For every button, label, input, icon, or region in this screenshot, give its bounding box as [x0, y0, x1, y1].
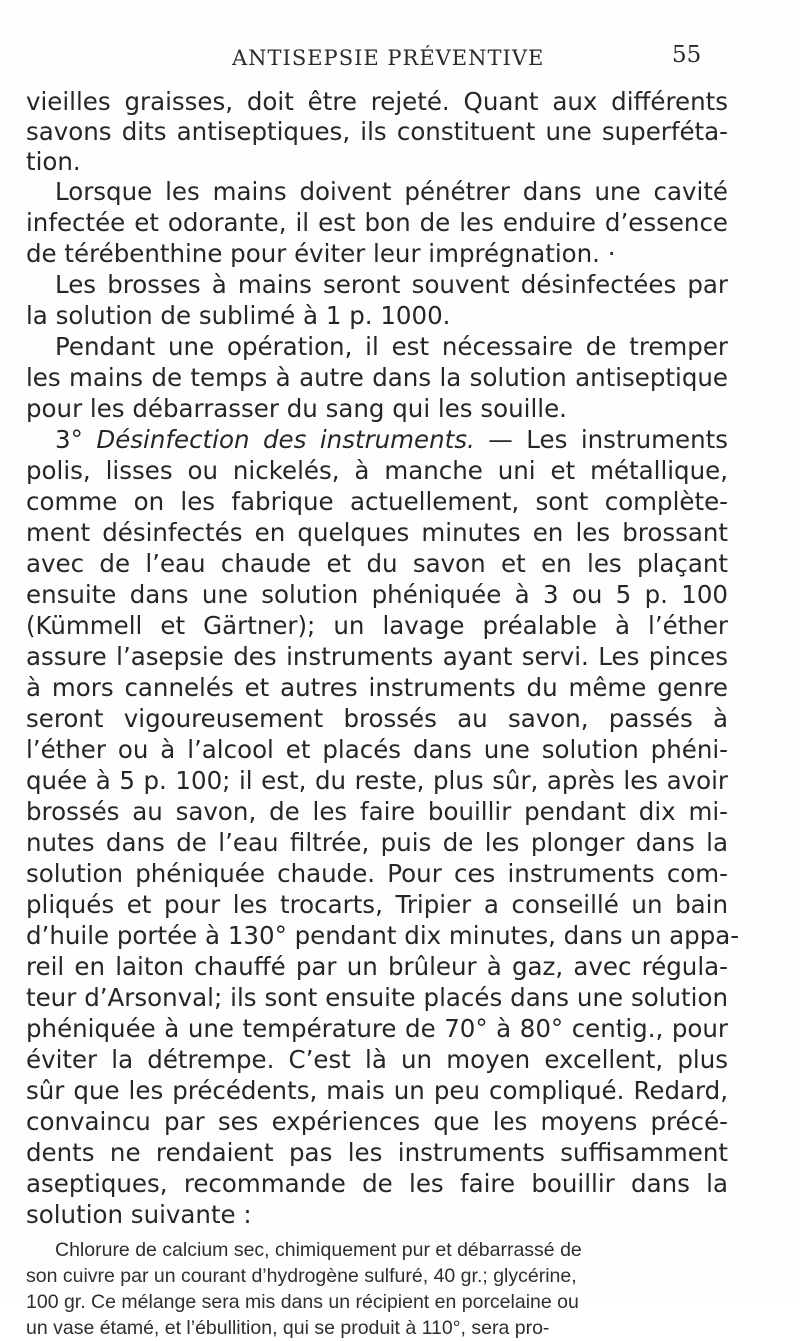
text-line: pliqués et pour les trocarts, Tripier a conseillé un bain: [26, 890, 728, 919]
text-line: teur d’Arsonval; ils sont ensuite placés dans une solution: [26, 983, 728, 1012]
text-line: (Kümmell et Gärtner); un lavage préalable à l’éther: [26, 611, 728, 640]
text-line: sûr que les précédents, mais un peu compliqué. Redard,: [26, 1076, 728, 1105]
text-line: solution phéniquée chaude. Pour ces instruments com-: [26, 859, 728, 888]
note-line: son cuivre par un courant d’hydrogène sulfuré, 40 gr.; glycérine,: [26, 1265, 577, 1287]
text-line: l’éther ou à l’alcool et placés dans une solution phéni-: [26, 735, 728, 764]
page-number: 55: [672, 42, 702, 68]
running-head: ANTISEPSIE PRÉVENTIVE: [232, 46, 545, 70]
text-line: pour les débarrasser du sang qui les souille.: [26, 394, 567, 423]
text-line: comme on les fabrique actuellement, sont complète-: [26, 487, 728, 516]
text-line: avec de l’eau chaude et du savon et en les plaçant: [26, 549, 728, 578]
text-line: les mains de temps à autre dans la solution antiseptique: [26, 363, 728, 392]
text-line: Les brosses à mains seront souvent désinfectées par: [55, 270, 728, 299]
text-line: vieilles graisses, doit être rejeté. Quant aux différents: [26, 87, 728, 116]
text-line: brossés au savon, de les faire bouillir pendant dix mi-: [26, 797, 728, 826]
text-line: polis, lisses ou nickelés, à manche uni et métallique,: [26, 456, 728, 485]
text-line: ensuite dans une solution phéniquée à 3 ou 5 p. 100: [26, 580, 728, 609]
section-number: 3°: [55, 425, 83, 454]
text-line: Pendant une opération, il est nécessaire de tremper: [55, 332, 728, 361]
text-line: d’huile portée à 130° pendant dix minutes, dans un appa-: [26, 921, 740, 950]
text-line: infectée et odorante, il est bon de les enduire d’essence: [26, 208, 728, 237]
text-line: aseptiques, recommande de les faire bouillir dans la: [26, 1169, 728, 1198]
section-heading-line: [55, 425, 728, 455]
text-line: nutes dans de l’eau filtrée, puis de les plonger dans la: [26, 828, 728, 857]
text-line: de térébenthine pour éviter leur imprégnation. ·: [26, 239, 616, 268]
text-line: éviter la détrempe. C’est là un moyen excellent, plus: [26, 1045, 728, 1074]
text-line: savons dits antiseptiques, ils constituent une superféta-: [26, 117, 728, 146]
text-line: seront vigoureusement brossés au savon, passés à: [26, 704, 728, 733]
note-line: un vase étamé, et l’ébullition, qui se produit à 110°, sera pro-: [26, 1317, 550, 1339]
text-line: à mors cannelés et autres instruments du même genre: [26, 673, 728, 702]
section-title: Désinfection des instruments.: [96, 425, 475, 454]
text-line: Lorsque les mains doivent pénétrer dans une cavité: [55, 177, 728, 206]
text-line: solution suivante :: [26, 1200, 252, 1229]
text-line: tion.: [26, 147, 81, 176]
text-line: quée à 5 p. 100; il est, du reste, plus sûr, après les avoir: [26, 766, 728, 795]
note-line: 100 gr. Ce mélange sera mis dans un récipient en porcelaine ou: [26, 1291, 579, 1313]
note-line: Chlorure de calcium sec, chimiquement pur et débarrassé de: [55, 1239, 582, 1261]
text-line: phéniquée à une température de 70° à 80° centig., pour: [26, 1014, 728, 1043]
text-line: convaincu par ses expériences que les moyens précé-: [26, 1107, 728, 1136]
text-line: reil en laiton chauffé par un brûleur à gaz, avec régula-: [26, 952, 728, 981]
text-line: assure l’asepsie des instruments ayant servi. Les pinces: [26, 642, 728, 671]
text-line: la solution de sublimé à 1 p. 1000.: [26, 301, 451, 330]
page-header: [0, 42, 800, 76]
section-heading-rest: — Les instruments: [488, 425, 728, 454]
text-line: ment désinfectés en quelques minutes en les brossant: [26, 518, 728, 547]
text-line: dents ne rendaient pas les instruments suffisamment: [26, 1138, 728, 1167]
